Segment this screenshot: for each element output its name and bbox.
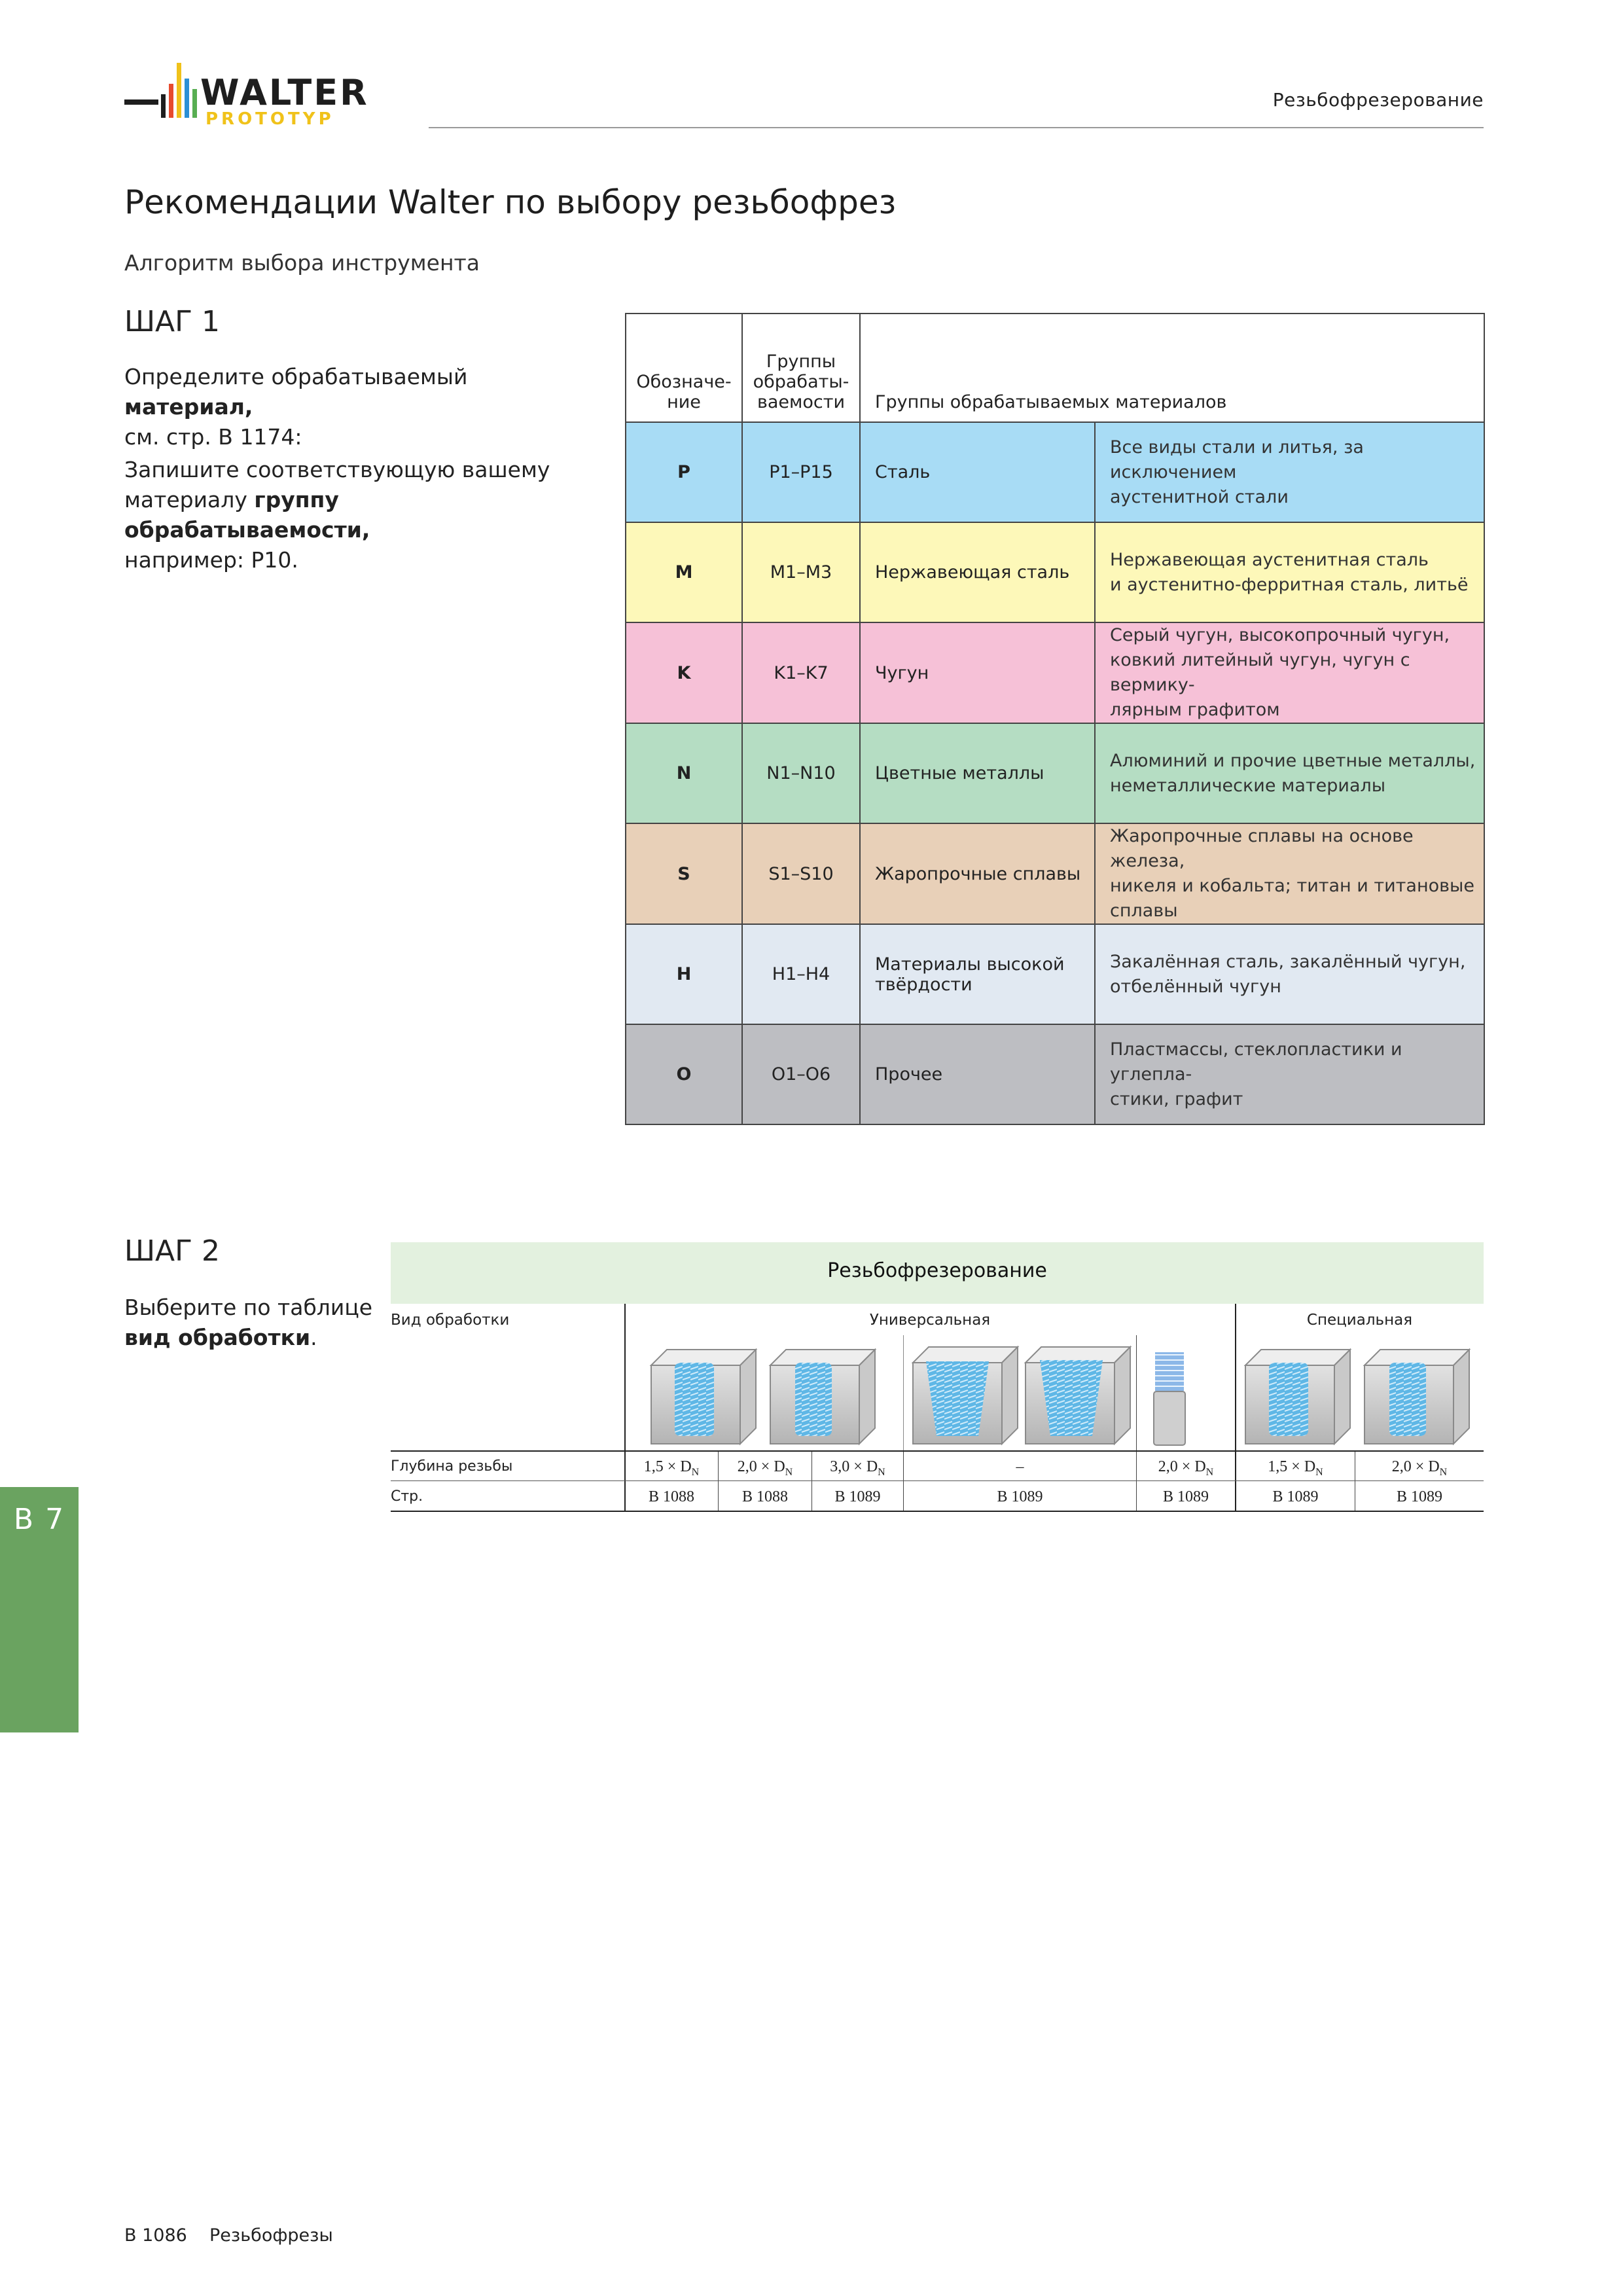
material-code: K [626, 622, 742, 723]
material-group-name: Прочее [860, 1024, 1095, 1124]
material-code: P [626, 422, 742, 522]
material-row [626, 1024, 1484, 1124]
material-row [626, 522, 1484, 622]
material-code: O [626, 1024, 742, 1124]
material-row [626, 924, 1484, 1024]
materials-table-header [626, 314, 1484, 422]
page-ref-label: Стр. [391, 1488, 423, 1505]
tool-image-2 [770, 1350, 875, 1444]
material-code: S [626, 823, 742, 924]
page-ref-cell: B 1089 [1396, 1488, 1442, 1505]
footer-page-number: B 1086 [124, 2225, 187, 2246]
tool-image-3 [913, 1347, 1018, 1444]
material-code: M [626, 522, 742, 622]
depth-cell: $2,0 \times D_N$ [1391, 1458, 1448, 1478]
material-group-name: Сталь [860, 422, 1095, 522]
footer-title: Резьбофрезы [209, 2225, 333, 2246]
page-subtitle: Алгоритм выбора инструмента [124, 250, 480, 276]
depth-cell: $1,5 \times D_N$ [1268, 1458, 1323, 1478]
machining-type-label: Вид обработки [391, 1312, 510, 1329]
page-ref-cell: B 1088 [741, 1488, 788, 1505]
material-description: Алюминий и прочие цветные металлы, неметаллические материалы [1095, 723, 1484, 823]
step2-instruction: Выберите по таблице вид обработки. [124, 1295, 373, 1350]
material-row [626, 823, 1484, 924]
materials-table [625, 313, 1485, 1125]
material-description: Закалённая сталь, закалённый чугун, отбелённый чугун [1095, 924, 1484, 1024]
step1-instruction-material: Определите обрабатываемый материал, см. стр. В 1174: [124, 364, 468, 450]
material-group-range: O1–O6 [742, 1024, 860, 1124]
header-material-groups: Группы обрабатываемых материалов [860, 314, 1484, 422]
depth-cell: $2,0 \times D_N$ [1158, 1458, 1214, 1478]
thread-depth-label: Глубина резьбы [391, 1458, 513, 1475]
page-title: Рекомендации Walter по выбору резьбофрез [124, 183, 897, 221]
grid-line [391, 1511, 1484, 1512]
svg-text:PROTOTYP: PROTOTYP [205, 109, 334, 129]
tool-image-5 [1154, 1352, 1185, 1445]
material-description: Нержавеющая аустенитная сталь и аустенитно-ферритная сталь, литьё [1095, 522, 1484, 622]
walter-prototyp-logo [124, 60, 399, 132]
material-row [626, 723, 1484, 823]
universal-label: Универсальная [869, 1312, 991, 1329]
material-group-range: M1–M3 [742, 522, 860, 622]
tool-image-4 [1026, 1347, 1130, 1444]
step2-heading: ШАГ 2 [124, 1234, 220, 1268]
depth-cell: $1,5 \times D_N$ [643, 1458, 700, 1478]
step1-heading: ШАГ 1 [124, 305, 220, 338]
svg-text:WALTER: WALTER [200, 72, 369, 113]
depth-cell: – [1016, 1458, 1024, 1475]
threadmill-tool-images [625, 1335, 1484, 1450]
depth-cell: $3,0 \times D_N$ [830, 1458, 885, 1478]
material-group-range: S1–S10 [742, 823, 860, 924]
tool-image-1 [651, 1350, 756, 1444]
special-label: Специальная [1306, 1312, 1413, 1329]
material-row [626, 622, 1484, 723]
header-groups: Группы обрабаты- ваемости [742, 314, 860, 422]
step1-instruction-group: Запишите соответствующую вашему материалу группу обрабатываемости, например: Р10. [124, 457, 550, 573]
grid-line [391, 1480, 1484, 1481]
page-ref-cell: B 1089 [834, 1488, 881, 1505]
material-group-range: P1–P15 [742, 422, 860, 522]
header-code: Обозначе- ние [626, 314, 742, 422]
page-ref-cell: B 1089 [1272, 1488, 1319, 1505]
material-group-name: Материалы высокой твёрдости [860, 924, 1095, 1024]
material-code: N [626, 723, 742, 823]
material-group-range: K1–K7 [742, 622, 860, 723]
header-rule [429, 127, 1484, 128]
chapter-side-tab-label: B 7 [13, 1503, 65, 1536]
material-description: Все виды стали и литья, за исключением аустенитной стали [1095, 422, 1484, 522]
grid-line [391, 1450, 1484, 1452]
depth-cell: $2,0 \times D_N$ [737, 1458, 793, 1478]
page-ref-cell: B 1088 [648, 1488, 694, 1505]
threadmill-banner-title: Резьбофрезерование [827, 1259, 1047, 1282]
material-description: Пластмассы, стеклопластики и углепла- стики, графит [1095, 1024, 1484, 1124]
material-description: Серый чугун, высокопрочный чугун, ковкий литейный чугун, чугун с вермику- лярным графитом [1095, 622, 1484, 723]
material-group-name: Нержавеющая сталь [860, 522, 1095, 622]
material-group-name: Цветные металлы [860, 723, 1095, 823]
tool-image-6 [1245, 1350, 1350, 1444]
material-group-range: N1–N10 [742, 723, 860, 823]
material-description: Жаропрочные сплавы на основе железа, никеля и кобальта; титан и титановые сплавы [1095, 823, 1484, 924]
header-section-title: Резьбофрезерование [1272, 89, 1484, 111]
material-row [626, 422, 1484, 522]
material-group-range: H1–H4 [742, 924, 860, 1024]
page-ref-cell: B 1089 [997, 1488, 1043, 1505]
material-code: H [626, 924, 742, 1024]
material-group-name: Чугун [860, 622, 1095, 723]
material-group-name: Жаропрочные сплавы [860, 823, 1095, 924]
tool-image-7 [1364, 1350, 1469, 1444]
page-ref-cell: B 1089 [1162, 1488, 1209, 1505]
